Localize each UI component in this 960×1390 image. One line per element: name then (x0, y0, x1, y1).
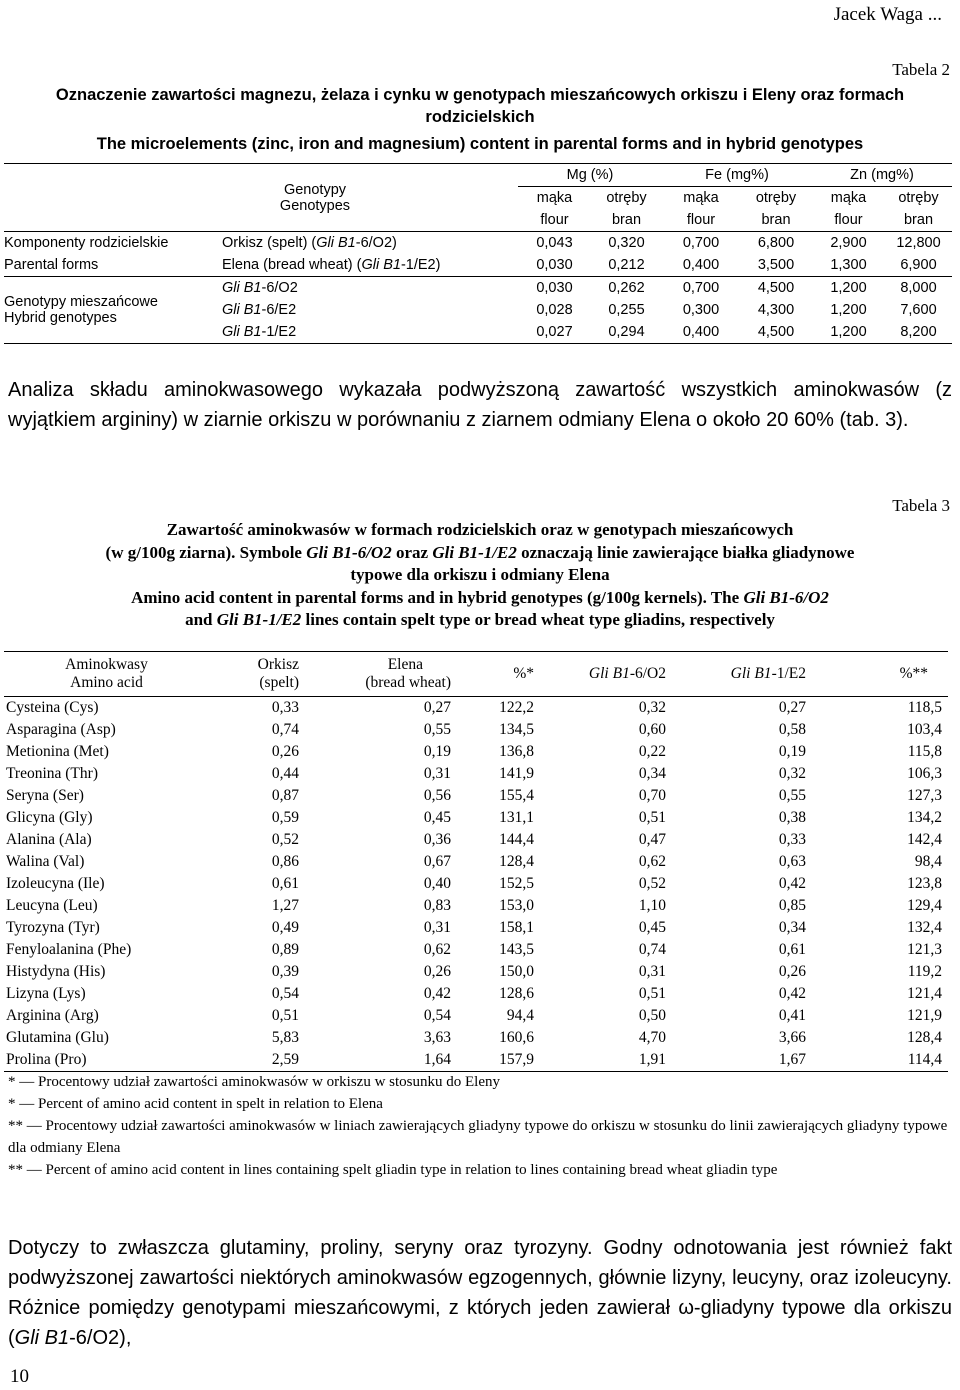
value-cell: 0,34 (778, 919, 806, 936)
value-cell: 122,2 (499, 699, 534, 716)
value-cell: 0,33 (271, 699, 299, 716)
value-cell: 0,62 (423, 941, 451, 958)
value-cell: 0,52 (271, 831, 299, 848)
value-cell: 0,028 (536, 302, 573, 318)
value-cell: 1,64 (423, 1051, 451, 1068)
table2-caption-en: The microelements (zinc, iron and magnesium) content in parental forms and in hybrid genotypes (96, 135, 864, 153)
value-cell: 0,043 (536, 235, 573, 251)
amino-acid-name: Tyrozyna (Tyr) (6, 919, 100, 936)
value-cell: 0,83 (423, 897, 451, 914)
running-header: Jacek Waga ... (833, 4, 942, 25)
sub-header-pl: otręby (755, 190, 797, 206)
amino-acid-name: Prolina (Pro) (6, 1051, 87, 1068)
value-cell: 0,54 (423, 1007, 451, 1024)
table2 (4, 163, 952, 344)
genotype-cell: Gli B1-6/O2 (222, 280, 298, 296)
amino-acid-name: Histydyna (His) (6, 963, 106, 980)
value-cell: 3,66 (778, 1029, 806, 1046)
amino-acid-name: Cysteina (Cys) (6, 699, 99, 716)
value-cell: 128,4 (907, 1029, 942, 1046)
footnotes (8, 1071, 952, 1181)
genotype-cell: Orkisz (spelt) (Gli B1-6/O2) (222, 235, 397, 251)
amino-acid-name: Fenyloalanina (Phe) (6, 941, 132, 958)
value-cell: 1,300 (830, 257, 867, 273)
value-cell: 1,91 (638, 1051, 666, 1068)
value-cell: 0,294 (608, 324, 645, 340)
value-cell: 127,3 (907, 787, 942, 804)
value-cell: 114,4 (907, 1051, 942, 1068)
value-cell: 1,200 (830, 324, 867, 340)
value-cell: 7,600 (900, 302, 937, 318)
amino-acid-name: Seryna (Ser) (6, 787, 84, 804)
value-cell: 0,400 (682, 257, 720, 273)
footnote: * — Procentowy udział zawartości aminokwasów w orkiszu w stosunku do Eleny (8, 1074, 500, 1090)
table3-row (4, 829, 948, 851)
gli-e2-header: Gli B1-1/E2 (730, 665, 806, 682)
amino-acid-name: Lizyna (Lys) (6, 985, 86, 1002)
value-cell: 8,200 (900, 324, 937, 340)
value-cell: 118,5 (907, 699, 942, 716)
value-cell: 0,51 (271, 1007, 299, 1024)
table3-caption-line: and Gli B1-1/E2 lines contain spelt type or bread wheat type gliadins, respectively (185, 610, 775, 629)
value-cell: 0,700 (682, 235, 720, 251)
amino-acid-name: Arginina (Arg) (6, 1007, 99, 1024)
table3 (4, 651, 948, 1072)
value-cell: 0,42 (423, 985, 451, 1002)
aa-header-pl: Aminokwasy (65, 656, 148, 673)
genotypes-header-pl: Genotypy (283, 181, 347, 198)
value-cell: 128,4 (499, 853, 534, 870)
value-cell: 0,56 (423, 787, 451, 804)
table2-row (4, 277, 952, 300)
value-cell: 0,45 (638, 919, 666, 936)
value-cell: 0,89 (271, 941, 299, 958)
amino-acid-name: Treonina (Thr) (6, 765, 98, 782)
table3-row (4, 1005, 948, 1027)
genotype-cell: Gli B1-6/E2 (222, 302, 297, 318)
table3-row (4, 741, 948, 763)
value-cell: 0,50 (638, 1007, 666, 1024)
table3-row (4, 785, 948, 807)
value-cell: 0,63 (778, 853, 806, 870)
category-label: Komponenty rodzicielskie (4, 235, 169, 251)
value-cell: 8,000 (900, 280, 937, 296)
value-cell: 0,52 (638, 875, 666, 892)
value-cell: 3,63 (423, 1029, 451, 1046)
value-cell: 158,1 (499, 919, 534, 936)
value-cell: 0,27 (778, 699, 806, 716)
genotype-cell: Gli B1-1/E2 (222, 324, 297, 340)
footnote: ** — Percent of amino acid content in lines containing spelt gliadin type in relation to lines containing bread wheat gliadin type (8, 1162, 778, 1178)
sub-header-en: bran (740, 209, 812, 232)
table3-caption-line: Amino acid content in parental forms and in hybrid genotypes (g/100g kernels). The Gli B1-6/O2 (131, 587, 829, 607)
table3-row (4, 763, 948, 785)
table3-label: Tabela 3 (892, 496, 950, 515)
table3-row (4, 873, 948, 895)
value-cell: 1,27 (271, 897, 299, 914)
sub-header-en: bran (591, 209, 662, 232)
value-cell: 0,44 (271, 765, 299, 782)
value-cell: 103,4 (907, 721, 942, 738)
table3-row (4, 895, 948, 917)
value-cell: 0,34 (638, 765, 666, 782)
table3-row (4, 961, 948, 983)
sub-header-pl: otręby (606, 190, 647, 206)
value-cell: 0,45 (423, 809, 451, 826)
value-cell: 0,70 (638, 787, 666, 804)
table3-row (4, 1049, 948, 1072)
footnote: ** — Procentowy udział zawartości aminokwasów w liniach zawierających gliadyny typowe do orkiszu w stosunku do linii zawierających gliadyny typowe dla odmiany Elena (8, 1118, 948, 1156)
table3-row (4, 697, 948, 720)
value-cell: 0,74 (638, 941, 666, 958)
value-cell: 0,26 (271, 743, 299, 760)
value-cell: 0,31 (423, 919, 451, 936)
table3-caption-line: typowe dla orkiszu i odmiany Elena (350, 565, 610, 584)
value-cell: 0,36 (423, 831, 451, 848)
value-cell: 1,67 (778, 1051, 806, 1068)
value-cell: 141,9 (499, 765, 534, 782)
value-cell: 121,3 (907, 941, 942, 958)
pct-header: %* (513, 665, 534, 682)
value-cell: 0,87 (271, 787, 299, 804)
value-cell: 0,55 (423, 721, 451, 738)
value-cell: 6,800 (757, 235, 795, 251)
value-cell: 0,51 (638, 809, 666, 826)
value-cell: 0,33 (778, 831, 806, 848)
amino-acid-name: Alanina (Ala) (6, 831, 92, 848)
value-cell: 5,83 (271, 1029, 299, 1046)
value-cell: 121,9 (907, 1007, 942, 1024)
table2-caption-pl: Oznaczenie zawartości magnezu, żelaza i cynku w genotypach mieszańcowych orkiszu i Eleny oraz formach rodzicielskich (55, 86, 905, 126)
hybrid-category-label (4, 277, 222, 344)
value-cell: 115,8 (907, 743, 942, 760)
value-cell: 1,200 (830, 280, 867, 296)
value-cell: 2,59 (271, 1051, 299, 1068)
sub-header-en: bran (885, 209, 952, 232)
paragraph-2: Dotyczy to zwłaszcza glutaminy, proliny, seryny oraz tyrozyny. Godny odnotowania jest również fakt podwyższonej zawartości niektórych aminokwasów egzogennych, głównie lizyny, leucyny, oraz izoleucyny. Różnice pomiędzy genotypami mieszańcowymi, z których jeden zawierał ω-gliadyny typowe dla orkiszu (Gli B1-6/O2), (8, 1237, 952, 1349)
value-cell: 0,32 (778, 765, 806, 782)
table3-row (4, 939, 948, 961)
amino-acid-name: Izoleucyna (Ile) (6, 875, 105, 892)
value-cell: 0,400 (682, 324, 720, 340)
table3-caption-line: Zawartość aminokwasów w formach rodzicielskich oraz w genotypach mieszańcowych (166, 520, 794, 539)
value-cell: 157,9 (499, 1051, 534, 1068)
value-cell: 134,5 (499, 721, 534, 738)
aa-header-en: Amino acid (70, 674, 143, 691)
value-cell: 4,70 (638, 1029, 666, 1046)
value-cell: 0,262 (608, 280, 645, 296)
value-cell: 123,8 (907, 875, 942, 892)
value-cell: 6,900 (900, 257, 937, 273)
amino-acid-name: Leucyna (Leu) (6, 897, 98, 914)
amino-acid-name: Walina (Val) (6, 853, 85, 870)
zn-group-header: Zn (mg%) (812, 164, 952, 187)
sub-header-pl: mąka (683, 190, 719, 206)
table3-caption (0, 519, 960, 632)
pct2-header: %** (899, 665, 928, 682)
value-cell: 0,19 (423, 743, 451, 760)
value-cell: 121,4 (907, 985, 942, 1002)
value-cell: 132,4 (907, 919, 942, 936)
value-cell: 0,26 (423, 963, 451, 980)
table2-label: Tabela 2 (892, 60, 950, 79)
value-cell: 153,0 (499, 897, 534, 914)
value-cell: 94,4 (506, 1007, 534, 1024)
value-cell: 0,27 (423, 699, 451, 716)
value-cell: 0,320 (608, 235, 645, 251)
value-cell: 155,4 (499, 787, 534, 804)
table3-row (4, 719, 948, 741)
amino-acid-name: Asparagina (Asp) (6, 721, 116, 738)
sub-header-pl: otręby (898, 190, 939, 206)
value-cell: 131,1 (499, 809, 534, 826)
amino-acid-name: Metionina (Met) (6, 743, 109, 760)
value-cell: 0,85 (778, 897, 806, 914)
category-label: Parental forms (4, 257, 99, 273)
value-cell: 0,027 (536, 324, 573, 340)
value-cell: 1,10 (638, 897, 666, 914)
gli-o2-header: Gli B1-6/O2 (588, 665, 666, 682)
sub-header-en: flour (812, 209, 885, 232)
value-cell: 0,58 (778, 721, 806, 738)
value-cell: 0,62 (638, 853, 666, 870)
value-cell: 98,4 (914, 853, 942, 870)
value-cell: 0,42 (778, 985, 806, 1002)
hybrid-label-pl: Genotypy mieszańcowe (4, 294, 158, 310)
value-cell: 0,39 (271, 963, 299, 980)
table2-row (4, 232, 952, 255)
orkisz-header: Orkisz (257, 656, 299, 673)
value-cell: 0,255 (608, 302, 645, 318)
value-cell: 0,61 (778, 941, 806, 958)
value-cell: 0,41 (778, 1007, 806, 1024)
value-cell: 0,51 (638, 985, 666, 1002)
genotype-cell: Elena (bread wheat) (Gli B1-1/E2) (222, 257, 441, 273)
value-cell: 0,61 (271, 875, 299, 892)
value-cell: 0,74 (271, 721, 299, 738)
value-cell: 12,800 (896, 235, 941, 251)
value-cell: 0,19 (778, 743, 806, 760)
value-cell: 0,300 (682, 302, 720, 318)
value-cell: 0,59 (271, 809, 299, 826)
value-cell: 0,86 (271, 853, 299, 870)
value-cell: 0,32 (638, 699, 666, 716)
mg-group-header: Mg (%) (518, 164, 662, 187)
value-cell: 0,49 (271, 919, 299, 936)
genotypes-header-en: Genotypes (279, 197, 351, 214)
elena-header: Elena (387, 656, 423, 673)
value-cell: 143,5 (499, 941, 534, 958)
value-cell: 3,500 (757, 257, 795, 273)
spelt-header: (spelt) (259, 674, 299, 691)
value-cell: 0,26 (778, 963, 806, 980)
value-cell: 119,2 (907, 963, 942, 980)
value-cell: 0,67 (423, 853, 451, 870)
value-cell: 0,030 (536, 280, 573, 296)
page-number: 10 (10, 1366, 29, 1387)
table2-row (4, 254, 952, 277)
table3-row (4, 983, 948, 1005)
value-cell: 0,700 (682, 280, 720, 296)
table3-row (4, 1027, 948, 1049)
footnote: * — Percent of amino acid content in spelt in relation to Elena (8, 1096, 383, 1112)
table3-caption-line: (w g/100g ziarna). Symbole Gli B1-6/O2 oraz Gli B1-1/E2 oznaczają linie zawierające białka gliadynowe (105, 542, 855, 562)
value-cell: 0,030 (536, 257, 573, 273)
value-cell: 150,0 (499, 963, 534, 980)
value-cell: 0,40 (423, 875, 451, 892)
value-cell: 128,6 (499, 985, 534, 1002)
amino-acid-name: Glicyna (Gly) (6, 809, 93, 826)
value-cell: 4,500 (757, 280, 795, 296)
value-cell: 106,3 (907, 765, 942, 782)
sub-header-en: flour (662, 209, 740, 232)
value-cell: 0,212 (608, 257, 645, 273)
hybrid-label-en: Hybrid genotypes (4, 310, 117, 326)
value-cell: 4,500 (757, 324, 795, 340)
sub-header-en: flour (518, 209, 591, 232)
table3-row (4, 851, 948, 873)
sub-header-pl: mąka (536, 190, 573, 206)
amino-acid-name: Glutamina (Glu) (6, 1029, 109, 1046)
value-cell: 142,4 (907, 831, 942, 848)
value-cell: 160,6 (499, 1029, 534, 1046)
table3-row (4, 917, 948, 939)
value-cell: 129,4 (907, 897, 942, 914)
value-cell: 134,2 (907, 809, 942, 826)
bread-header: (bread wheat) (365, 674, 451, 691)
value-cell: 0,54 (271, 985, 299, 1002)
value-cell: 4,300 (757, 302, 795, 318)
fe-group-header: Fe (mg%) (662, 164, 812, 187)
value-cell: 0,31 (423, 765, 451, 782)
table3-row (4, 807, 948, 829)
value-cell: 0,55 (778, 787, 806, 804)
value-cell: 136,8 (499, 743, 534, 760)
sub-header-pl: mąka (830, 190, 867, 206)
value-cell: 0,60 (638, 721, 666, 738)
value-cell: 0,47 (638, 831, 666, 848)
value-cell: 1,200 (830, 302, 867, 318)
paragraph-1: Analiza składu aminokwasowego wykazała podwyższoną zawartość wszystkich aminokwasów (z wyjątkiem argininy) w ziarnie orkiszu w porównaniu z ziarnem odmiany Elena o około 20 60% (tab. 3). (8, 379, 952, 431)
value-cell: 144,4 (499, 831, 534, 848)
value-cell: 152,5 (499, 875, 534, 892)
value-cell: 0,31 (638, 963, 666, 980)
value-cell: 0,22 (638, 743, 666, 760)
value-cell: 0,38 (778, 809, 806, 826)
value-cell: 2,900 (830, 235, 867, 251)
value-cell: 0,42 (778, 875, 806, 892)
